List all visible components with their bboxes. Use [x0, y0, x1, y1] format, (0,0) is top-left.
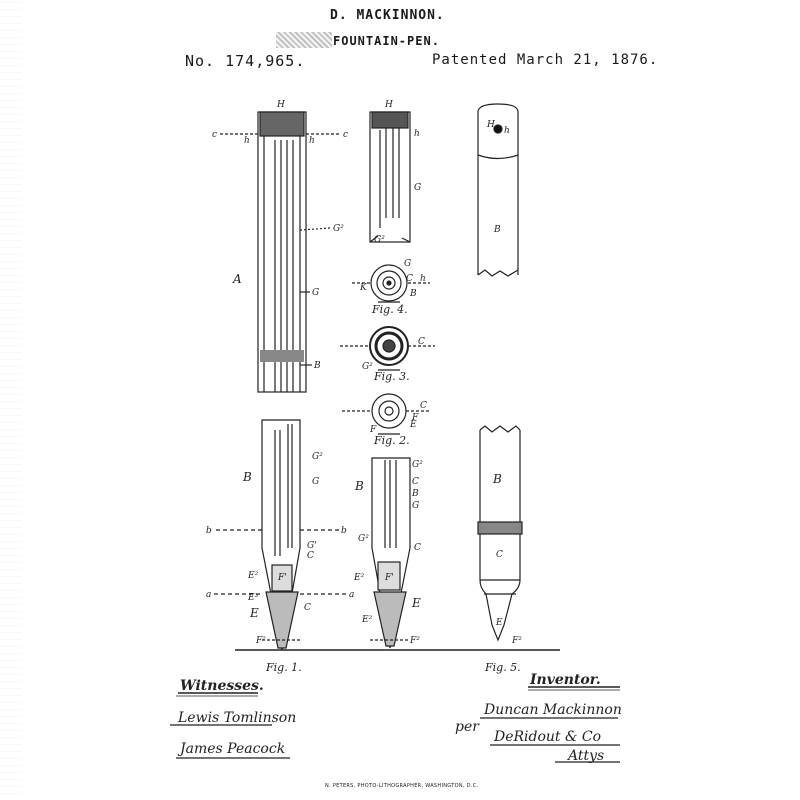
label-a-left: a	[206, 590, 212, 600]
label-F-fig2: F	[412, 413, 419, 423]
label-A: A	[233, 272, 242, 286]
label-G2-fig3: G²	[362, 362, 373, 372]
label-B-a: B	[314, 361, 321, 371]
label-H-c: H	[487, 120, 495, 130]
witness-2-signature: James Peacock	[180, 741, 286, 757]
label-H-a: H	[277, 100, 285, 110]
label-h-fig4: h	[420, 274, 426, 284]
label-F1-mid: F'	[385, 573, 394, 583]
per-text: per	[455, 719, 479, 735]
label-b-right: b	[341, 526, 347, 536]
label-E-fig2: E	[410, 420, 417, 430]
label-G2-mid2: G²	[358, 534, 369, 544]
label-C-fig1: C	[307, 551, 314, 561]
caption-fig5: Fig. 5.	[485, 661, 521, 674]
label-h-a2: h	[309, 136, 315, 146]
label-F2-fig1: F²	[256, 636, 266, 646]
label-B-mid1: B	[412, 489, 419, 499]
inventor-heading: D. MACKINNON.	[330, 8, 445, 23]
label-C-fig2: C	[420, 401, 427, 411]
label-G-fig4: G	[404, 259, 412, 269]
caption-fig4: Fig. 4.	[372, 303, 408, 316]
label-E2-fig1: E²	[248, 571, 259, 581]
fig3-cross-section	[340, 327, 435, 370]
label-B-fig1: B	[243, 470, 252, 484]
label-E-mid: E	[412, 596, 421, 610]
cap-exterior-top-right	[478, 104, 518, 276]
caption-fig3: Fig. 3.	[374, 370, 410, 383]
label-F1-fig1: F'	[278, 573, 287, 583]
patent-title: FOUNTAIN-PEN.	[333, 34, 440, 48]
label-E2-mid: E²	[354, 573, 365, 583]
label-F2-fig5: F²	[512, 636, 522, 646]
label-G-b: G	[414, 183, 422, 193]
fig1-pen-section	[214, 420, 346, 650]
label-h-b: h	[414, 129, 420, 139]
label-E-fig1: E	[250, 606, 259, 620]
label-C-fig1b: C	[304, 603, 311, 613]
barrel-section-a	[220, 112, 340, 392]
label-a-right: a	[349, 590, 355, 600]
fig5-pen-exterior	[478, 426, 522, 640]
label-E3-fig1: E³	[248, 593, 259, 603]
label-B-fig4: B	[410, 289, 417, 299]
attys-text: Attys	[568, 748, 605, 764]
label-E-fig5: E	[496, 618, 503, 628]
label-c-left: c	[212, 130, 218, 140]
inventor-heading-label: Inventor.	[530, 672, 601, 688]
label-C-fig5: C	[496, 550, 503, 560]
label-B-fig5: B	[493, 472, 502, 486]
part-labels	[206, 100, 522, 646]
label-b-left: b	[206, 526, 212, 536]
label-c-right: c	[343, 130, 349, 140]
inventor-signature: Duncan Mackinnon	[484, 702, 622, 718]
caption-fig1: Fig. 1.	[266, 661, 302, 674]
label-B-top-right: B	[494, 225, 501, 235]
caption-fig2: Fig. 2.	[374, 434, 410, 447]
label-C-mid2: C	[414, 543, 421, 553]
patent-number: No. 174,965.	[185, 52, 306, 70]
label-H-b: H	[385, 100, 393, 110]
attorneys-signature: DeRidout & Co	[494, 729, 602, 745]
label-C-fig3: C	[418, 337, 425, 347]
label-F-fig2b: F	[370, 425, 377, 435]
label-K: K	[360, 283, 367, 293]
label-G2-b: G²	[374, 235, 385, 245]
label-B-mid: B	[355, 479, 364, 493]
lithographer-footer: N. PETERS, PHOTO-LITHOGRAPHER, WASHINGTON, D.C.	[325, 783, 479, 789]
label-C-fig4: C	[406, 274, 413, 284]
label-E2-mid2: E²	[362, 615, 373, 625]
label-h-a1: h	[244, 136, 250, 146]
label-Gp-fig1: G'	[307, 541, 317, 551]
label-G2-mid: G²	[412, 460, 423, 470]
label-G2-fig1: G²	[312, 452, 323, 462]
middle-pen-section	[370, 458, 410, 648]
patent-date: Patented March 21, 1876.	[432, 52, 659, 68]
witness-1-signature: Lewis Tomlinson	[178, 710, 297, 726]
label-C-mid: C	[412, 477, 419, 487]
label-G-a: G	[312, 288, 320, 298]
label-h-c: h	[504, 126, 510, 136]
label-G-fig1: G	[312, 477, 320, 487]
label-G-mid: G	[412, 501, 420, 511]
witnesses-heading: Witnesses.	[180, 678, 264, 694]
label-F2-mid: F²	[410, 636, 420, 646]
label-G2-a: G²	[333, 224, 344, 234]
barrel-section-top-middle	[370, 112, 410, 242]
